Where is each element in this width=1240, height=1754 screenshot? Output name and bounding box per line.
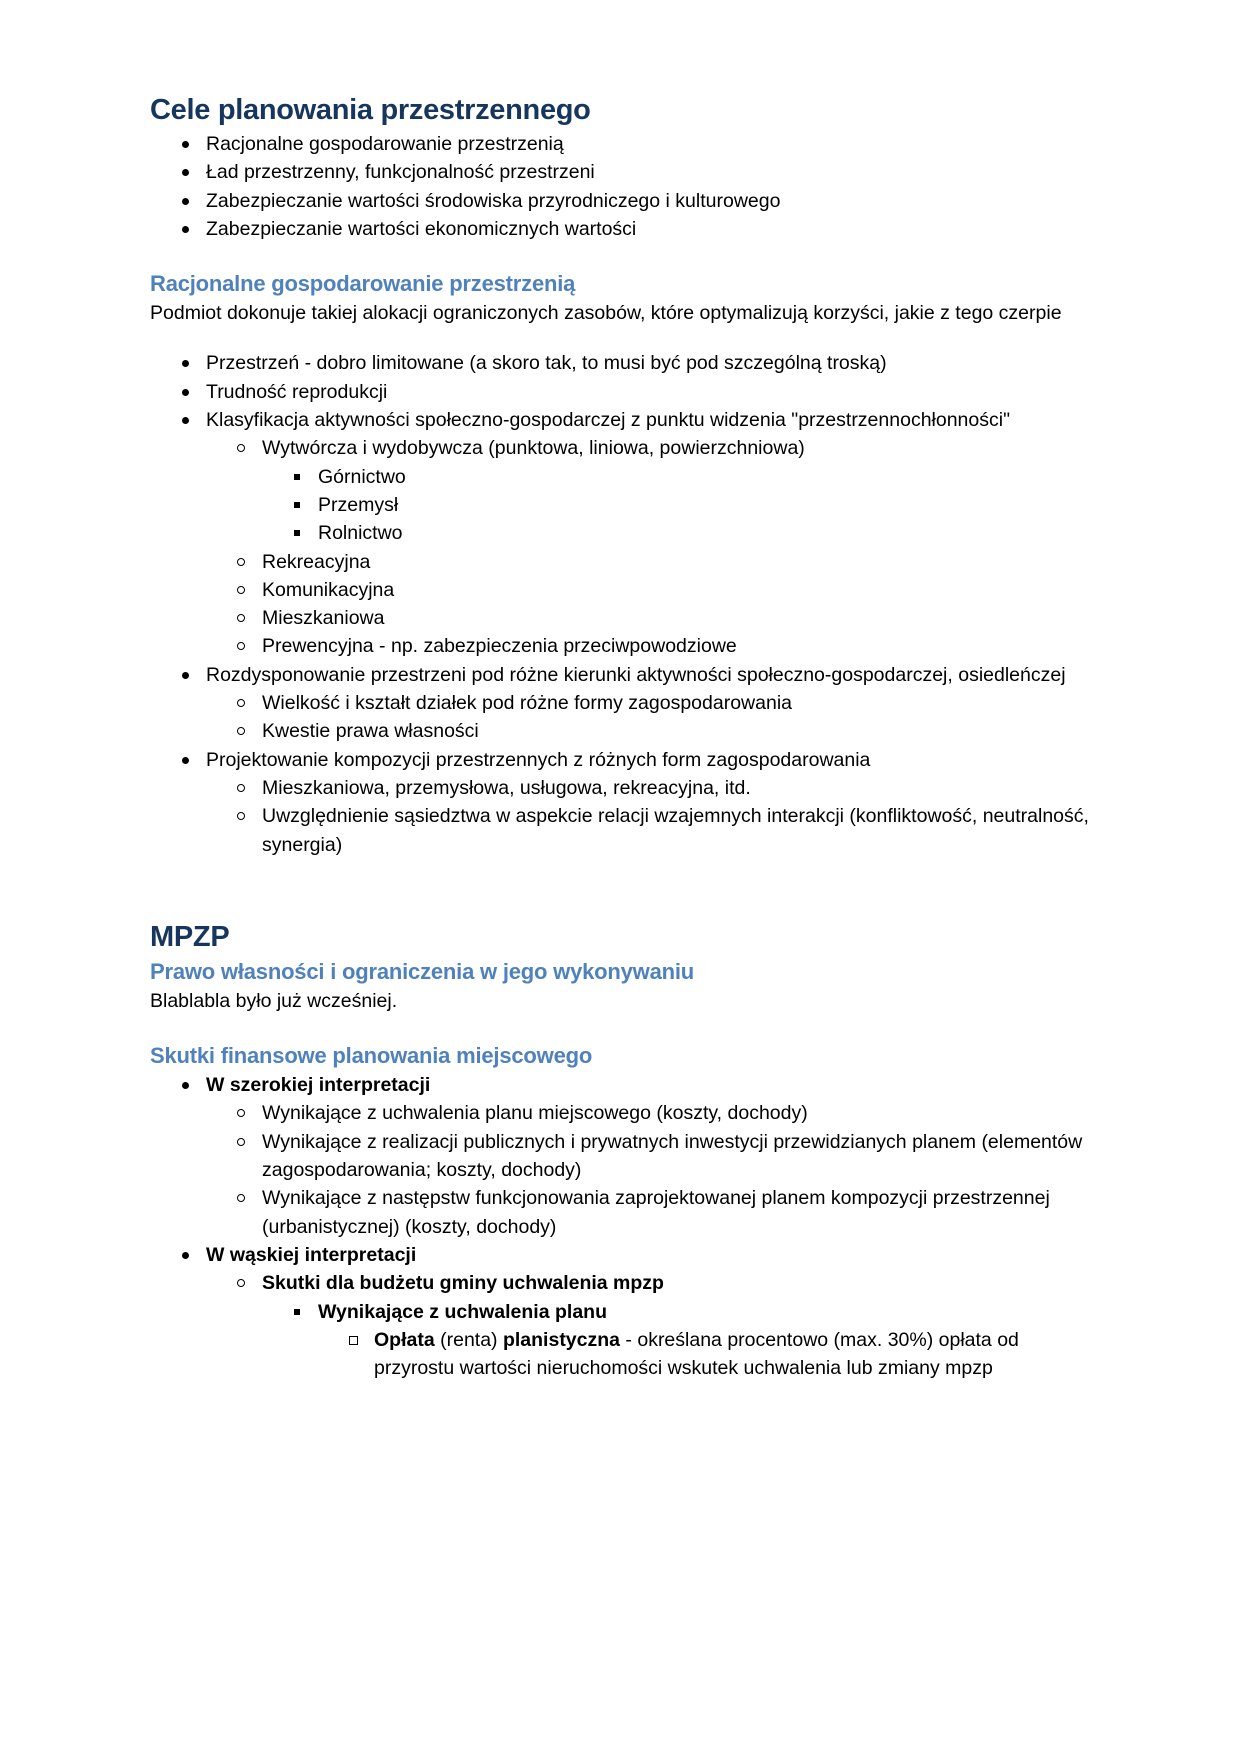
list-item: Rekreacyjna [206,548,1090,576]
list-item: Wynikające z następstw funkcjonowania zaprojektowanej planem kompozycji przestrzennej (urbanistycznej) (koszty, dochody) [206,1184,1090,1241]
list-item: Rolnictwo [262,519,1090,547]
bullet-circle [206,1184,262,1212]
bullet-circle [206,434,262,462]
bullet-dot [150,158,206,186]
list-item: Prewencyjna - np. zabezpieczenia przeciwpowodziowe [206,632,1090,660]
list-item: Wytwórcza i wydobywcza (punktowa, liniowa, powierzchniowa) Górnictwo Przemysł Rolnictwo [206,434,1090,547]
budget-sublist [262,1298,1090,1383]
blablabla-paragraph: Blablabla było już wcześniej. [150,989,398,1012]
bullet-circle [206,548,262,576]
bullet-circle [206,774,262,802]
list-item: Przestrzeń - dobro limitowane (a skoro tak, to musi być pod szczególną troską) [150,349,1090,377]
bullet-dot [150,1071,206,1099]
list-item: Komunikacyjna [206,576,1090,604]
rational-list [150,349,1090,858]
list-item: Zabezpieczanie wartości ekonomicznych wartości [150,215,1090,243]
list-item: Przemysł [262,491,1090,519]
bullet-square [262,463,318,491]
list-item: Zabezpieczanie wartości środowiska przyrodniczego i kulturowego [150,187,1090,215]
production-sublist [262,463,1090,548]
bullet-circle [206,632,262,660]
intro-paragraph: Podmiot dokonuje takiej alokacji ograniczonych zasobów, które optymalizują korzyści, jakie z tego czerpie [150,302,1062,325]
bullet-square [262,519,318,547]
list-item: Uwzględnienie sąsiedztwa w aspekcie relacji wzajemnych interakcji (konfliktowość, neutralność, synergia) [206,802,1090,859]
list-item: Wielkość i kształt działek pod różne formy zagospodarowania [206,689,1090,717]
bullet-dot [150,378,206,406]
list-item: Górnictwo [262,463,1090,491]
allocation-sublist [206,689,1090,746]
bullet-square [262,491,318,519]
list-item: Kwestie prawa własności [206,717,1090,745]
bullet-dot [150,1241,206,1269]
bullet-dot [150,661,206,689]
bullet-dot [150,187,206,215]
classification-sublist [206,434,1090,660]
bullet-dot [150,406,206,434]
bullet-open-square [318,1326,374,1354]
document-content [150,90,1090,1382]
bullet-dot [150,215,206,243]
list-item: W szerokiej interpretacji Wynikające z uchwalenia planu miejscowego (koszty, dochody) Wynikające z realizacji publicznych i prywatnych inwestycji przewidzianych planem (elementów zagospodarowania; koszty, dochody) Wynikające z następstw funkcjonowania zaprojektowanej planem kompozycji przestrzennej (urbanistycznej) (koszty, dochody) [150,1071,1090,1241]
bullet-circle [206,1128,262,1156]
narrow-sublist [206,1269,1090,1382]
bullet-circle [206,604,262,632]
list-item: Ład przestrzenny, funkcjonalność przestrzeni [150,158,1090,186]
heading-prawo-wlasnosci: Prawo własności i ograniczenia w jego wykonywaniu [150,958,695,984]
bullet-dot [150,349,206,377]
bullet-circle [206,689,262,717]
list-item: Wynikające z uchwalenia planu miejscowego (koszty, dochody) [206,1099,1090,1127]
wide-sublist [206,1099,1090,1240]
list-item: Racjonalne gospodarowanie przestrzenią [150,130,1090,158]
bullet-square [262,1298,318,1326]
bullet-circle [206,717,262,745]
list-item: W wąskiej interpretacji Skutki dla budżetu gminy uchwalenia mpzp Wynikające z uchwalenia planu Opłata (renta) planistyczna - określana procentowo (max. 30%) opłata od przyrostu wartości nieruchomości wskutek uchwalenia lub zmiany mpzp [150,1241,1090,1382]
list-item: Mieszkaniowa [206,604,1090,632]
list-item: Opłata (renta) planistyczna - określana procentowo (max. 30%) opłata od przyrostu wartości nieruchomości wskutek uchwalenia lub zmiany mpzp [318,1326,1090,1383]
fee-sublist [318,1326,1090,1383]
list-item: Wynikające z uchwalenia planu Opłata (renta) planistyczna - określana procentowo (max. 30%) opłata od przyrostu wartości nieruchomości wskutek uchwalenia lub zmiany mpzp [262,1298,1090,1383]
list-item: Mieszkaniowa, przemysłowa, usługowa, rekreacyjna, itd. [206,774,1090,802]
composition-sublist [206,774,1090,859]
list-item: Wynikające z realizacji publicznych i prywatnych inwestycji przewidzianych planem (elementów zagospodarowania; koszty, dochody) [206,1128,1090,1185]
effects-list [150,1071,1090,1382]
bullet-circle [206,576,262,604]
bullet-circle [206,1269,262,1297]
bullet-circle [206,1099,262,1127]
bullet-circle [206,802,262,830]
heading-skutki-finansowe: Skutki finansowe planowania miejscowego [150,1043,593,1069]
list-item: Trudność reprodukcji [150,378,1090,406]
heading-mpzp: MPZP [150,920,230,953]
list-item: Klasyfikacja aktywności społeczno-gospodarczej z punktu widzenia "przestrzennochłonności" Wytwórcza i wydobywcza (punktowa, liniowa, powierzchniowa) Górnictwo Przemysł Rolnictwo Rekreacyjna Komunikacyjna Mieszkaniowa Prewencyjna - np. zabezpieczenia przeciwpowodziowe [150,406,1090,661]
goals-list [150,130,1090,243]
bullet-dot [150,130,206,158]
list-item: Skutki dla budżetu gminy uchwalenia mpzp Wynikające z uchwalenia planu Opłata (renta) planistyczna - określana procentowo (max. 30%) opłata od przyrostu wartości nieruchomości wskutek uchwalenia lub zmiany mpzp [206,1269,1090,1382]
heading-cele: Cele planowania przestrzennego [150,94,591,126]
list-item: Rozdysponowanie przestrzeni pod różne kierunki aktywności społeczno-gospodarczej, osiedleńczej Wielkość i kształt działek pod różne formy zagospodarowania Kwestie prawa własności [150,661,1090,746]
heading-racjonalne: Racjonalne gospodarowanie przestrzenią [150,271,576,297]
list-item: Projektowanie kompozycji przestrzennych z różnych form zagospodarowania Mieszkaniowa, przemysłowa, usługowa, rekreacyjna, itd. Uwzględnienie sąsiedztwa w aspekcie relacji wzajemnych interakcji (konfliktowość, neutralność, synergia) [150,746,1090,859]
bullet-dot [150,746,206,774]
